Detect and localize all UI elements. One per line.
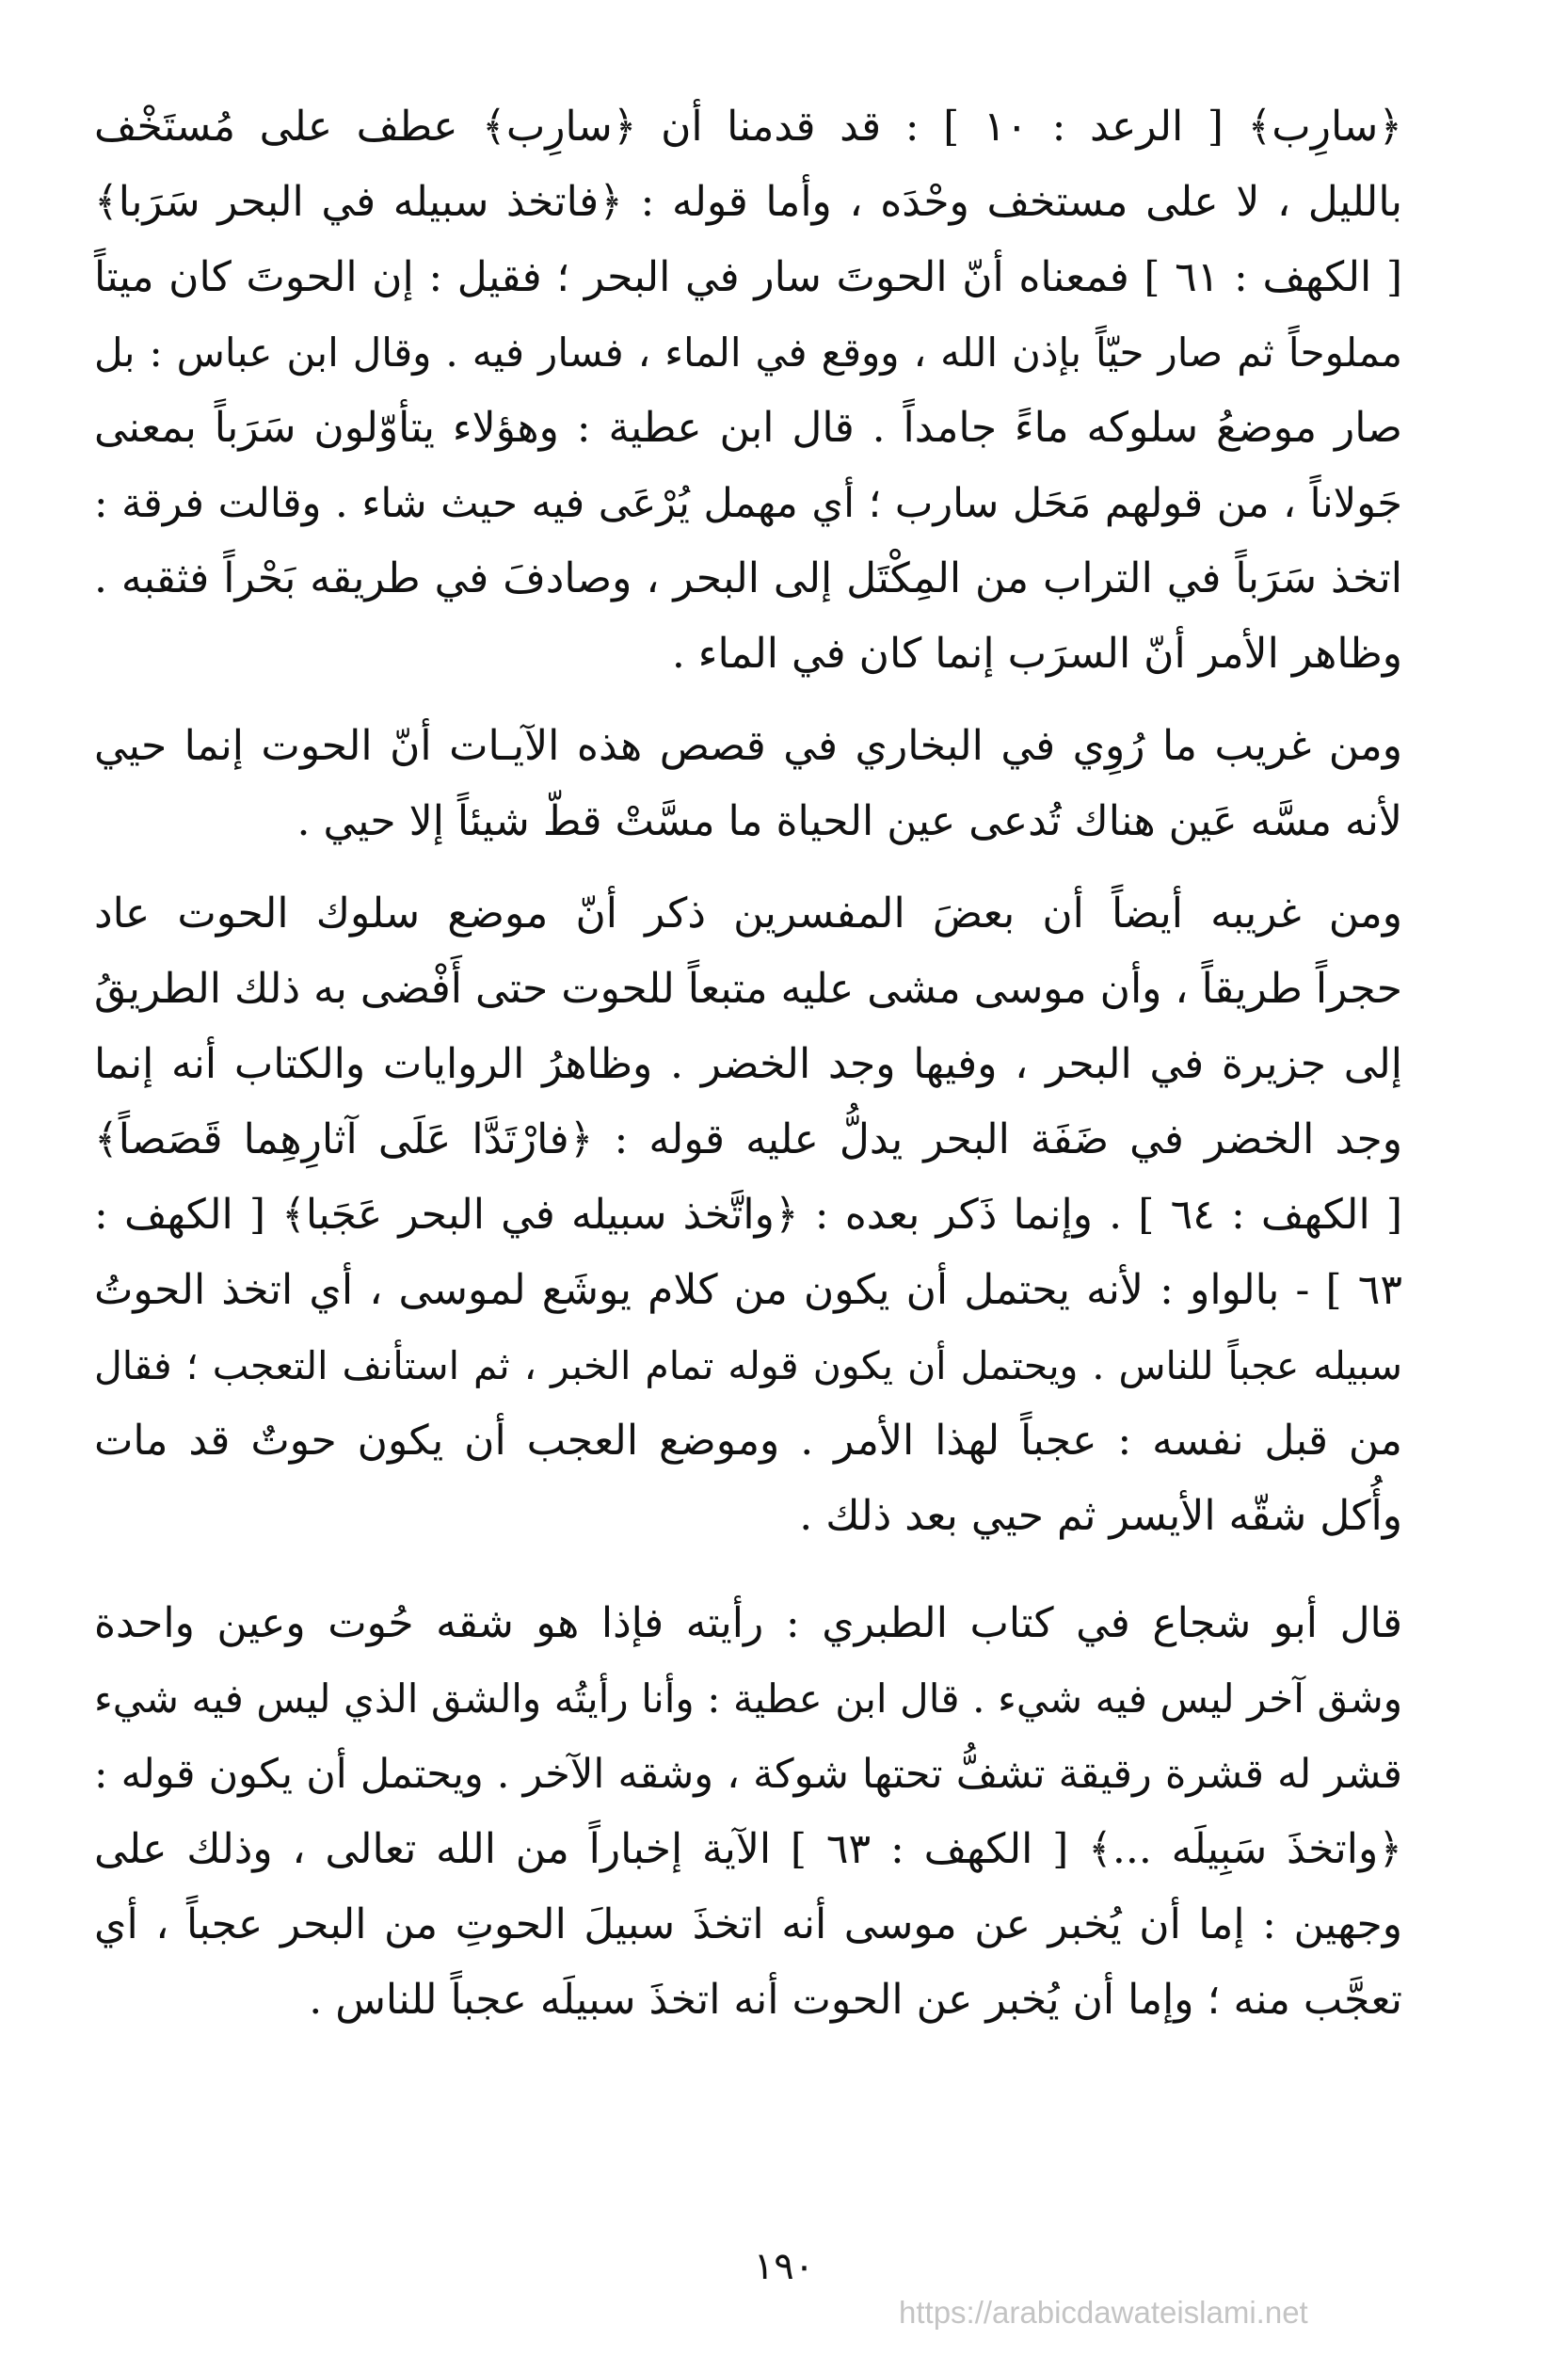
paragraph (94, 709, 1402, 859)
text-line: سبيله عجباً للناس . ويحتمل أن يكون قوله تمام الخبر ، ثم استأنف التعجب ؛ فقال (94, 1343, 1402, 1388)
text-line: قال أبو شجاع في كتاب الطبري : رأيته فإذا هو شقه حُوت وعين واحدة (94, 1599, 1402, 1647)
text-line: وأُكل شقّه الأيسر ثم حيي بعد ذلك . (799, 1492, 1402, 1540)
text-line: [ الكهف : ٦١ ] فمعناه أنّ الحوتَ سار في البحر ؛ فقيل : إن الحوتَ كان ميتاً (94, 253, 1402, 301)
text-line: وظاهر الأمر أنّ السرَب إنما كان في الماء . (671, 630, 1402, 678)
text-line: صار موضعُ سلوكه ماءً جامداً . قال ابن عطية : وهؤلاء يتأوّلون سَرَباً بمعنى (94, 404, 1402, 452)
text-line: ﴿واتخذَ سَبِيلَه ...﴾ [ الكهف : ٦٣ ] الآية إخباراً من الله تعالى ، وذلك على (94, 1825, 1402, 1873)
paragraph (94, 1586, 1402, 2038)
text-line: اتخذ سَرَباً في التراب من المِكْتَل إلى البحر ، وصادفَ في طريقه بَحْراً فثقبه . (94, 554, 1402, 602)
page-body (94, 89, 1402, 2038)
text-line: مملوحاً ثم صار حيّاً بإذن الله ، ووقع في الماء ، فسار فيه . وقال ابن عباس : بل (94, 329, 1402, 376)
text-line: وجهين : إما أن يُخبر عن موسى أنه اتخذَ سبيلَ الحوتِ من البحر عجباً ، أي (94, 1900, 1402, 1948)
paragraph-gap (94, 692, 1402, 709)
text-line: قشر له قشرة رقيقة تشفُّ تحتها شوكة ، وشقه الآخر . ويحتمل أن يكون قوله : (94, 1751, 1402, 1798)
text-line: ٦٣ ] - بالواو : لأنه يحتمل أن يكون من كلام يوشَع لموسى ، أي اتخذ الحوتُ (94, 1266, 1402, 1314)
text-line: ﴿سارِب﴾ [ الرعد : ١٠ ] : قد قدمنا أن ﴿سارِب﴾ عطف على مُستَخْف (94, 103, 1402, 151)
text-line: [ الكهف : ٦٤ ] . وإنما ذَكر بعده : ﴿واتَّخذ سبيله في البحر عَجَبا﴾ [ الكهف : (94, 1191, 1402, 1239)
text-line: حجراً طريقاً ، وأن موسى مشى عليه متبعاً للحوت حتى أَفْضى به ذلك الطريقُ (94, 965, 1402, 1013)
page-number: ١٩٠ (753, 2245, 815, 2288)
text-line: بالليل ، لا على مستخف وحْدَه ، وأما قوله : ﴿فاتخذ سبيله في البحر سَرَبا﴾ (94, 178, 1402, 226)
paragraph-gap (94, 859, 1402, 876)
text-line: تعجَّب منه ؛ وإما أن يُخبر عن الحوت أنه اتخذَ سبيلَه عجباً للناس . (309, 1976, 1402, 2024)
paragraph-gap (94, 1554, 1402, 1586)
watermark-url: https://arabicdawateislami.net (899, 2295, 1308, 2330)
text-line: ومن غريب ما رُوِي في البخاري في قصص هذه الآيـات أنّ الحوت إنما حيي (94, 722, 1402, 770)
text-line: وشق آخر ليس فيه شيء . قال ابن عطية : وأنا رأيتُه والشق الذي ليس فيه شيء (94, 1675, 1402, 1722)
text-line: إلى جزيرة في البحر ، وفيها وجد الخضر . وظاهرُ الروايات والكتاب أنه إنما (94, 1040, 1402, 1088)
text-line: وجد الخضر في ضَفَة البحر يدلُّ عليه قوله : ﴿فارْتَدَّا عَلَى آثارِهِما قَصَصاً﴾ (94, 1115, 1402, 1163)
text-line: جَولاناً ، من قولهم مَحَل سارب ؛ أي مهمل يُرْعَى فيه حيث شاء . وقالت فرقة : (94, 480, 1402, 527)
paragraph (94, 89, 1402, 692)
text-line: ومن غريبه أيضاً أن بعضَ المفسرين ذكر أنّ موضع سلوك الحوت عاد (94, 890, 1403, 938)
text-line: لأنه مسَّه عَين هناك تُدعى عين الحياة ما مسَّتْ قطّ شيئاً إلا حيي . (296, 797, 1402, 845)
paragraph (94, 876, 1402, 1554)
text-line: من قبل نفسه : عجباً لهذا الأمر . وموضع العجب أن يكون حوتٌ قد مات (94, 1417, 1402, 1465)
